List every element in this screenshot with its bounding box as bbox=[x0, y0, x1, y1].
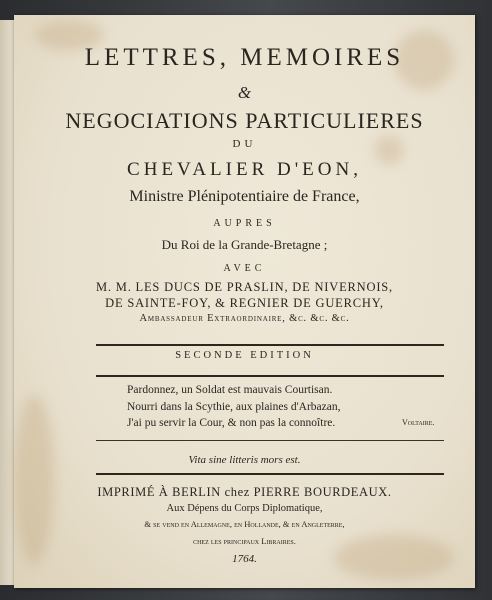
vend-line: & se vend en Allemagne, en Hollande, & en Angleterre, bbox=[144, 519, 345, 529]
title-line-1: LETTRES, MEMOIRES bbox=[84, 44, 405, 71]
poem-line-3: J'ai pu servir la Cour, & non pas la connoître. bbox=[127, 417, 336, 429]
aupres-label: AUPRES bbox=[213, 218, 276, 229]
author-name: CHEVALIER D'EON, bbox=[127, 159, 362, 180]
title-ampersand: & bbox=[237, 83, 252, 102]
rule-top bbox=[96, 344, 444, 346]
avec-label: AVEC bbox=[223, 263, 266, 274]
motto: Vita sine litteris mors est. bbox=[188, 454, 301, 466]
imprint-line: IMPRIMÉ À BERLIN chez PIERRE BOURDEAUX. bbox=[97, 485, 392, 499]
libraires-line: chez les principaux Libraires. bbox=[193, 536, 296, 546]
roi-line: Du Roi de la Grande-Bretagne ; bbox=[161, 237, 328, 252]
poem-line-2: Nourri dans la Scythie, aux plaines d'Arbazan, bbox=[127, 401, 341, 413]
poem-line-1: Pardonnez, un Soldat est mauvais Courtisan. bbox=[127, 384, 333, 396]
ducs-line-1: M. M. LES DUCS DE PRASLIN, DE NIVERNOIS, bbox=[96, 280, 393, 294]
poem-attribution: Voltaire. bbox=[402, 418, 435, 427]
rule-poem-bottom bbox=[96, 440, 444, 441]
year: 1764. bbox=[232, 553, 257, 565]
author-role: Ministre Plénipotentiaire de France, bbox=[129, 188, 360, 205]
rule-motto-bottom bbox=[96, 473, 444, 475]
rule-edition bbox=[96, 375, 444, 377]
title-line-2: NEGOCIATIONS PARTICULIERES bbox=[65, 108, 424, 133]
ducs-line-2: DE SAINTE-FOY, & REGNIER DE GUERCHY, bbox=[105, 296, 384, 310]
title-du: DU bbox=[232, 138, 257, 150]
depens-line: Aux Dépens du Corps Diplomatique, bbox=[166, 503, 323, 514]
edition-label: SECONDE EDITION bbox=[175, 350, 314, 361]
ambassadeur-line: Ambassadeur Extraordinaire, &c. &c. &c. bbox=[139, 313, 350, 324]
